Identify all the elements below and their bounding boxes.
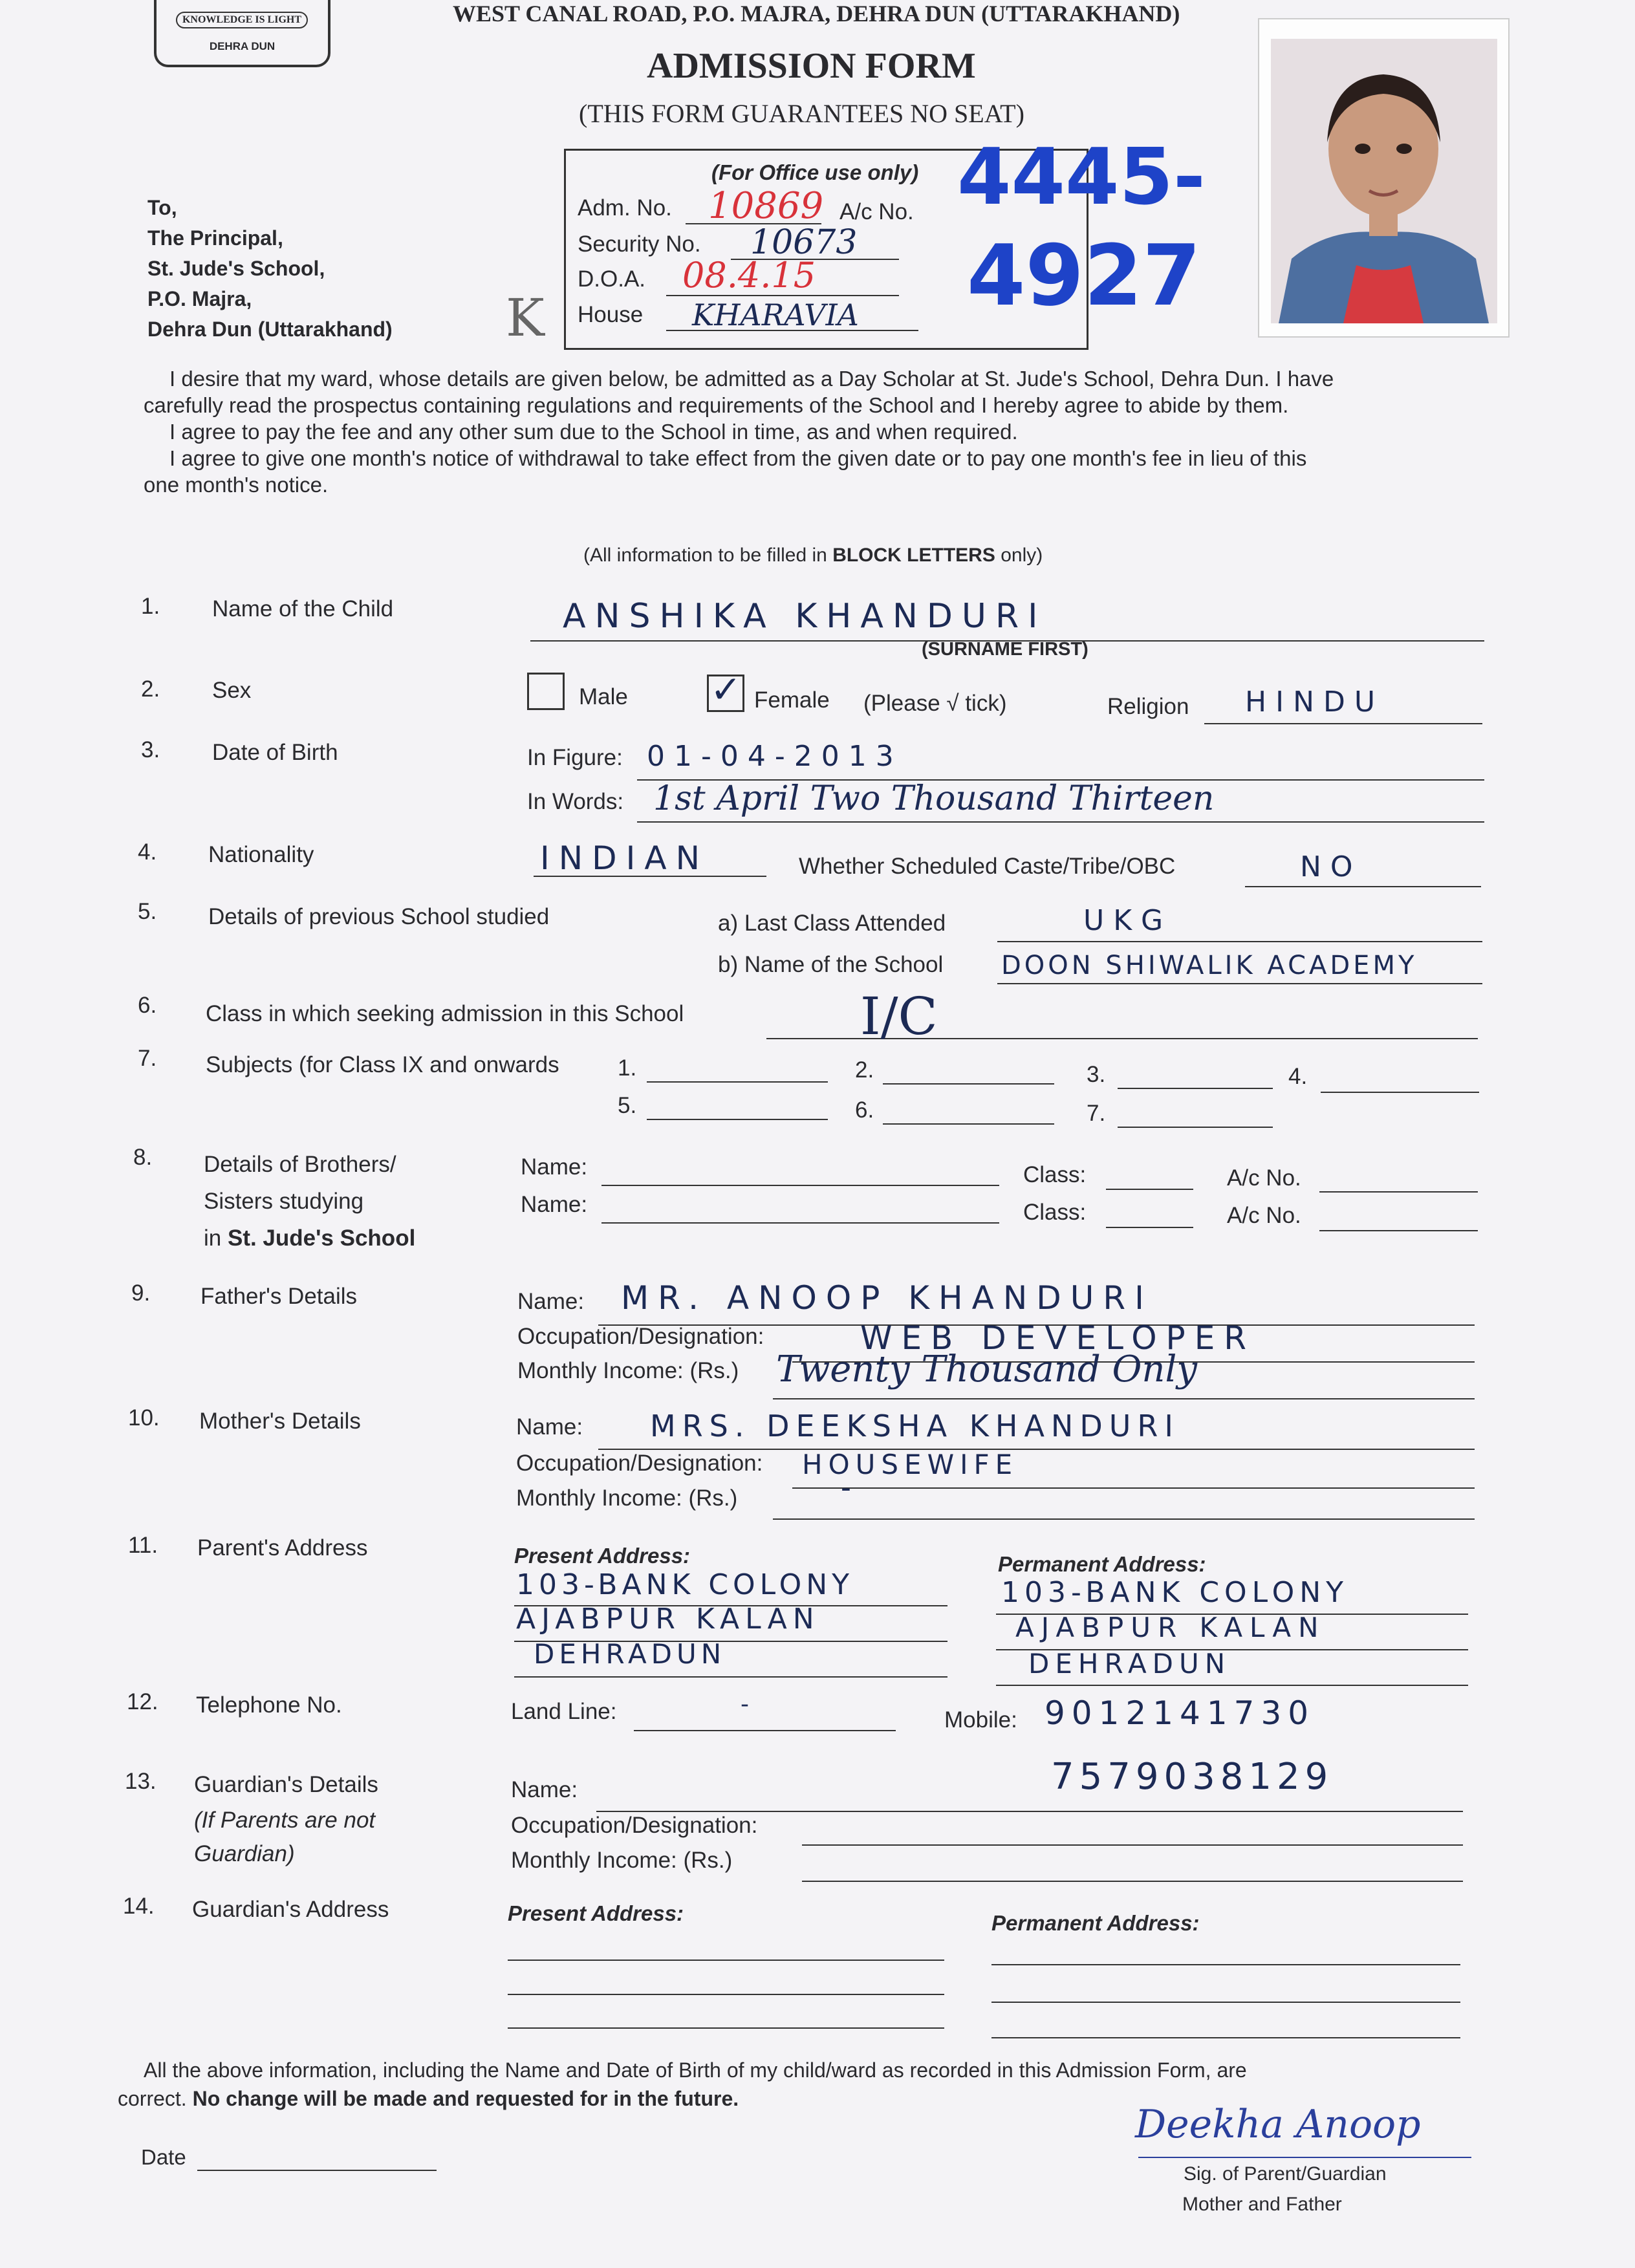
landline-label: Land Line: xyxy=(511,1699,617,1724)
father-details-label: Father's Details xyxy=(200,1284,358,1309)
father-name-label: Name: xyxy=(517,1289,585,1314)
religion-value: HINDU xyxy=(1245,686,1385,718)
guardian-permanent-line-3[interactable] xyxy=(991,2037,1460,2038)
subject-field-4[interactable] xyxy=(1321,1092,1479,1093)
addressee-line: St. Jude's School, xyxy=(147,257,325,280)
seeking-class-label: Class in which seeking admission in this School xyxy=(206,1001,684,1026)
school-name-label: b) Name of the School xyxy=(718,952,944,977)
addressee-line: P.O. Majra, xyxy=(147,287,252,310)
female-label: Female xyxy=(754,687,830,713)
mother-details-label: Mother's Details xyxy=(199,1409,361,1434)
declaration-line: one month's notice. xyxy=(144,473,329,497)
sibling-ac-label: A/c No. xyxy=(1227,1165,1301,1191)
sibling-class-label: Class: xyxy=(1023,1162,1087,1187)
female-tick: ✓ xyxy=(710,669,742,711)
guardian-present-line-2[interactable] xyxy=(508,1994,944,1995)
subject-num: 4. xyxy=(1288,1064,1308,1089)
declaration-line: I desire that my ward, whose details are given below, be admitted as a Day Scholar at St. Jude's School, Dehra Dun. I have xyxy=(169,367,1334,391)
siblings-label xyxy=(204,1146,415,1257)
office-number-1: 4445- xyxy=(957,133,1206,222)
instruction xyxy=(583,545,1043,567)
parents-address-label: Parent's Address xyxy=(197,1535,368,1561)
mother-income-field[interactable] xyxy=(773,1518,1475,1520)
adm-no-value: 10869 xyxy=(708,185,824,227)
instruction-prefix: (All information to be filled in xyxy=(583,545,833,566)
mother-occupation-field[interactable] xyxy=(792,1487,1475,1489)
caste-label: Whether Scheduled Caste/Tribe/OBC xyxy=(799,854,1176,879)
declaration-line: I agree to give one month's notice of withdrawal to take effect from the given date or to pay one month's fee in lieu of this xyxy=(169,446,1307,470)
father-income-label: Monthly Income: (Rs.) xyxy=(517,1358,739,1383)
item-number: 5. xyxy=(138,899,157,924)
mother-name-label: Name: xyxy=(516,1414,583,1440)
form-title: ADMISSION FORM xyxy=(647,46,976,86)
signature-sub: Mother and Father xyxy=(1182,2194,1342,2215)
subject-field-3[interactable] xyxy=(1118,1088,1273,1089)
mobile-value-2: 7579038129 xyxy=(1051,1756,1334,1798)
in-figure-label: In Figure: xyxy=(527,745,623,770)
instruction-bold: BLOCK LETTERS xyxy=(832,545,995,566)
subject-field-2[interactable] xyxy=(883,1083,1054,1085)
child-portrait xyxy=(1259,19,1508,336)
doa-label: D.O.A. xyxy=(578,266,646,292)
siblings-label-line: Details of Brothers/ xyxy=(204,1152,396,1177)
mother-income-label: Monthly Income: (Rs.) xyxy=(516,1485,738,1511)
subject-field-5[interactable] xyxy=(647,1119,828,1120)
addressee-block xyxy=(147,193,393,345)
logo-motto: KNOWLEDGE IS LIGHT xyxy=(176,12,308,28)
margin-mark: K xyxy=(506,288,545,348)
addressee-line: To, xyxy=(147,196,177,219)
father-occupation-label: Occupation/Designation: xyxy=(517,1324,764,1349)
declaration-line: carefully read the prospectus containing regulations and requirements of the School and I hereby agree to abide by them. xyxy=(144,393,1289,417)
guardian-permanent-line-2[interactable] xyxy=(991,2002,1460,2003)
logo-city: DEHRA DUN xyxy=(209,40,276,52)
addressee-line: Dehra Dun (Uttarakhand) xyxy=(147,318,393,341)
guardian-present-label: Present Address: xyxy=(508,1901,684,1925)
caste-field[interactable] xyxy=(1245,886,1481,887)
permanent-address-line-3[interactable] xyxy=(996,1685,1468,1686)
mother-name-field[interactable] xyxy=(598,1449,1475,1450)
sex-label: Sex xyxy=(212,678,252,703)
subject-num: 5. xyxy=(618,1093,637,1118)
father-occupation-value: WEB DEVELOPER xyxy=(860,1319,1256,1357)
footer-statement-bold: No change will be made and requested for in the future. xyxy=(192,2087,739,2110)
guardian-note: (If Parents are not xyxy=(194,1808,376,1833)
guardian-address-label: Guardian's Address xyxy=(192,1897,389,1922)
last-class-value: UKG xyxy=(1083,904,1173,937)
father-name-value: MR. ANOOP KHANDURI xyxy=(621,1279,1153,1317)
father-income-value: Twenty Thousand Only xyxy=(776,1348,1197,1390)
religion-field[interactable] xyxy=(1204,723,1482,724)
guardian-income-field[interactable] xyxy=(802,1881,1463,1882)
dob-figure-value: 01-04-2013 xyxy=(647,740,903,773)
guardian-occupation-label: Occupation/Designation: xyxy=(511,1813,758,1838)
subject-num: 1. xyxy=(618,1055,637,1081)
nationality-label: Nationality xyxy=(208,842,314,867)
subject-num: 3. xyxy=(1087,1062,1106,1087)
guardian-note: Guardian) xyxy=(194,1841,295,1866)
mother-income-value: - xyxy=(841,1471,860,1504)
footer-statement-prefix: correct. xyxy=(118,2087,193,2110)
permanent-address-value: 103-BANK COLONY xyxy=(1001,1576,1349,1609)
tick-hint: (Please √ tick) xyxy=(863,691,1007,716)
siblings-label-line: Sisters studying xyxy=(204,1189,364,1214)
item-number: 9. xyxy=(131,1280,151,1306)
school-logo xyxy=(154,0,330,67)
dob-label: Date of Birth xyxy=(212,740,338,765)
siblings-label-prefix: in xyxy=(204,1226,228,1251)
item-number: 2. xyxy=(141,676,160,702)
guardian-income-label: Monthly Income: (Rs.) xyxy=(511,1848,733,1873)
date-label: Date xyxy=(141,2145,186,2169)
sibling-name-field-2[interactable] xyxy=(601,1222,999,1224)
nationality-value: INDIAN xyxy=(540,839,709,877)
previous-school-label: Details of previous School studied xyxy=(208,904,550,929)
guardian-name-field[interactable] xyxy=(596,1811,1463,1812)
landline-field[interactable] xyxy=(634,1730,896,1731)
adm-no-label: Adm. No. xyxy=(578,195,672,221)
guardian-permanent-line-1[interactable] xyxy=(991,1964,1460,1965)
item-number: 6. xyxy=(138,993,157,1018)
date-field[interactable] xyxy=(197,2170,437,2171)
present-address-line-3[interactable] xyxy=(514,1676,947,1678)
female-checkbox[interactable] xyxy=(707,669,744,712)
subject-num: 7. xyxy=(1087,1101,1106,1126)
mobile-label: Mobile: xyxy=(944,1707,1017,1733)
guardian-permanent-label: Permanent Address: xyxy=(991,1911,1200,1935)
sibling-name-field-1[interactable] xyxy=(601,1185,999,1186)
guardian-present-line-1[interactable] xyxy=(508,1960,944,1961)
item-number: 1. xyxy=(141,594,160,619)
sibling-ac-field-1[interactable] xyxy=(1319,1191,1478,1193)
permanent-address-value: AJABPUR KALAN xyxy=(1015,1612,1326,1643)
mobile-value: 9012141730 xyxy=(1045,1694,1316,1732)
subjects-label: Subjects (for Class IX and onwards xyxy=(206,1052,559,1077)
house-value: KHARAVIA xyxy=(692,297,859,332)
subject-field-6[interactable] xyxy=(883,1123,1054,1125)
seeking-class-value: I/C xyxy=(860,986,938,1046)
office-number-2: 4927 xyxy=(967,226,1201,325)
item-number: 8. xyxy=(133,1145,153,1170)
sibling-class-label: Class: xyxy=(1023,1200,1087,1225)
instruction-suffix: only) xyxy=(995,545,1043,566)
item-number: 10. xyxy=(128,1405,160,1431)
subject-field-7[interactable] xyxy=(1118,1127,1273,1128)
dob-words-value: 1st April Two Thousand Thirteen xyxy=(653,779,1215,818)
declaration xyxy=(144,365,1334,498)
house-label: House xyxy=(578,302,644,327)
item-number: 12. xyxy=(127,1689,158,1714)
landline-value: - xyxy=(741,1691,758,1718)
footer-statement-2 xyxy=(118,2087,739,2111)
mother-occupation-label: Occupation/Designation: xyxy=(516,1451,763,1476)
sibling-class-field-2[interactable] xyxy=(1106,1227,1193,1228)
declaration-line: I agree to pay the fee and any other sum due to the School in time, as and when required. xyxy=(169,420,1018,444)
subject-num: 6. xyxy=(855,1097,874,1123)
present-address-label: Present Address: xyxy=(514,1544,691,1568)
guardian-details-label: Guardian's Details xyxy=(194,1772,378,1797)
male-checkbox[interactable] xyxy=(527,673,565,710)
permanent-address-label: Permanent Address: xyxy=(998,1552,1206,1576)
item-number: 11. xyxy=(128,1533,158,1558)
footer-statement-1: All the above information, including the Name and Date of Birth of my child/ward as recorded in this Admission Form, are xyxy=(144,2058,1247,2082)
security-no-label: Security No. xyxy=(578,232,701,257)
item-number: 4. xyxy=(138,839,157,865)
doa-value: 08.4.15 xyxy=(682,255,816,296)
item-number: 13. xyxy=(125,1769,157,1794)
child-name-label: Name of the Child xyxy=(212,596,394,621)
mother-occupation-value: HOUSEWIFE xyxy=(802,1449,1019,1480)
subject-field-1[interactable] xyxy=(647,1081,828,1083)
school-name-value: DOON SHIWALIK ACADEMY xyxy=(1001,951,1418,980)
present-address-value: AJABPUR KALAN xyxy=(516,1603,820,1636)
guardian-name-label: Name: xyxy=(511,1777,578,1802)
in-words-label: In Words: xyxy=(527,789,624,814)
sibling-name-label: Name: xyxy=(521,1154,588,1180)
sibling-class-field-1[interactable] xyxy=(1106,1189,1193,1190)
item-number: 14. xyxy=(123,1894,155,1919)
siblings-school-name: St. Jude's School xyxy=(227,1226,416,1251)
last-class-field[interactable] xyxy=(997,941,1482,942)
child-name-value: ANSHIKA KHANDURI xyxy=(563,597,1047,636)
guardian-present-line-3[interactable] xyxy=(508,2027,944,2029)
mother-name-value: MRS. DEEKSHA KHANDURI xyxy=(650,1409,1180,1443)
father-income-field[interactable] xyxy=(773,1398,1475,1399)
male-label: Male xyxy=(579,684,628,709)
dob-words-field[interactable] xyxy=(637,821,1484,823)
telephone-label: Telephone No. xyxy=(196,1692,342,1718)
sibling-name-label: Name: xyxy=(521,1192,588,1217)
caste-value: NO xyxy=(1300,850,1362,883)
form-subtitle: (THIS FORM GUARANTEES NO SEAT) xyxy=(579,99,1024,128)
permanent-address-value: DEHRADUN xyxy=(1028,1648,1231,1679)
guardian-occupation-field[interactable] xyxy=(802,1844,1463,1846)
security-no-value: 10673 xyxy=(750,223,858,262)
signature-label: Sig. of Parent/Guardian xyxy=(1184,2163,1387,2185)
student-photo xyxy=(1258,18,1510,338)
ac-no-label: A/c No. xyxy=(839,199,914,224)
school-name-field[interactable] xyxy=(997,983,1482,984)
present-address-value: 103-BANK COLONY xyxy=(516,1568,854,1601)
parent-signature: Deekha Anoop xyxy=(1135,2102,1421,2147)
present-address-value: DEHRADUN xyxy=(534,1638,726,1670)
item-number: 3. xyxy=(141,737,160,762)
item-number: 7. xyxy=(138,1046,157,1071)
surname-hint: (SURNAME FIRST) xyxy=(922,639,1088,660)
school-address: WEST CANAL ROAD, P.O. MAJRA, DEHRA DUN (UTTARAKHAND) xyxy=(453,1,1180,27)
sibling-ac-label: A/c No. xyxy=(1227,1203,1301,1228)
sibling-ac-field-2[interactable] xyxy=(1319,1230,1478,1231)
subject-num: 2. xyxy=(855,1057,874,1083)
last-class-label: a) Last Class Attended xyxy=(718,911,946,936)
office-box-title: (For Office use only) xyxy=(711,160,919,184)
addressee-line: The Principal, xyxy=(147,226,283,250)
religion-label: Religion xyxy=(1107,694,1189,719)
